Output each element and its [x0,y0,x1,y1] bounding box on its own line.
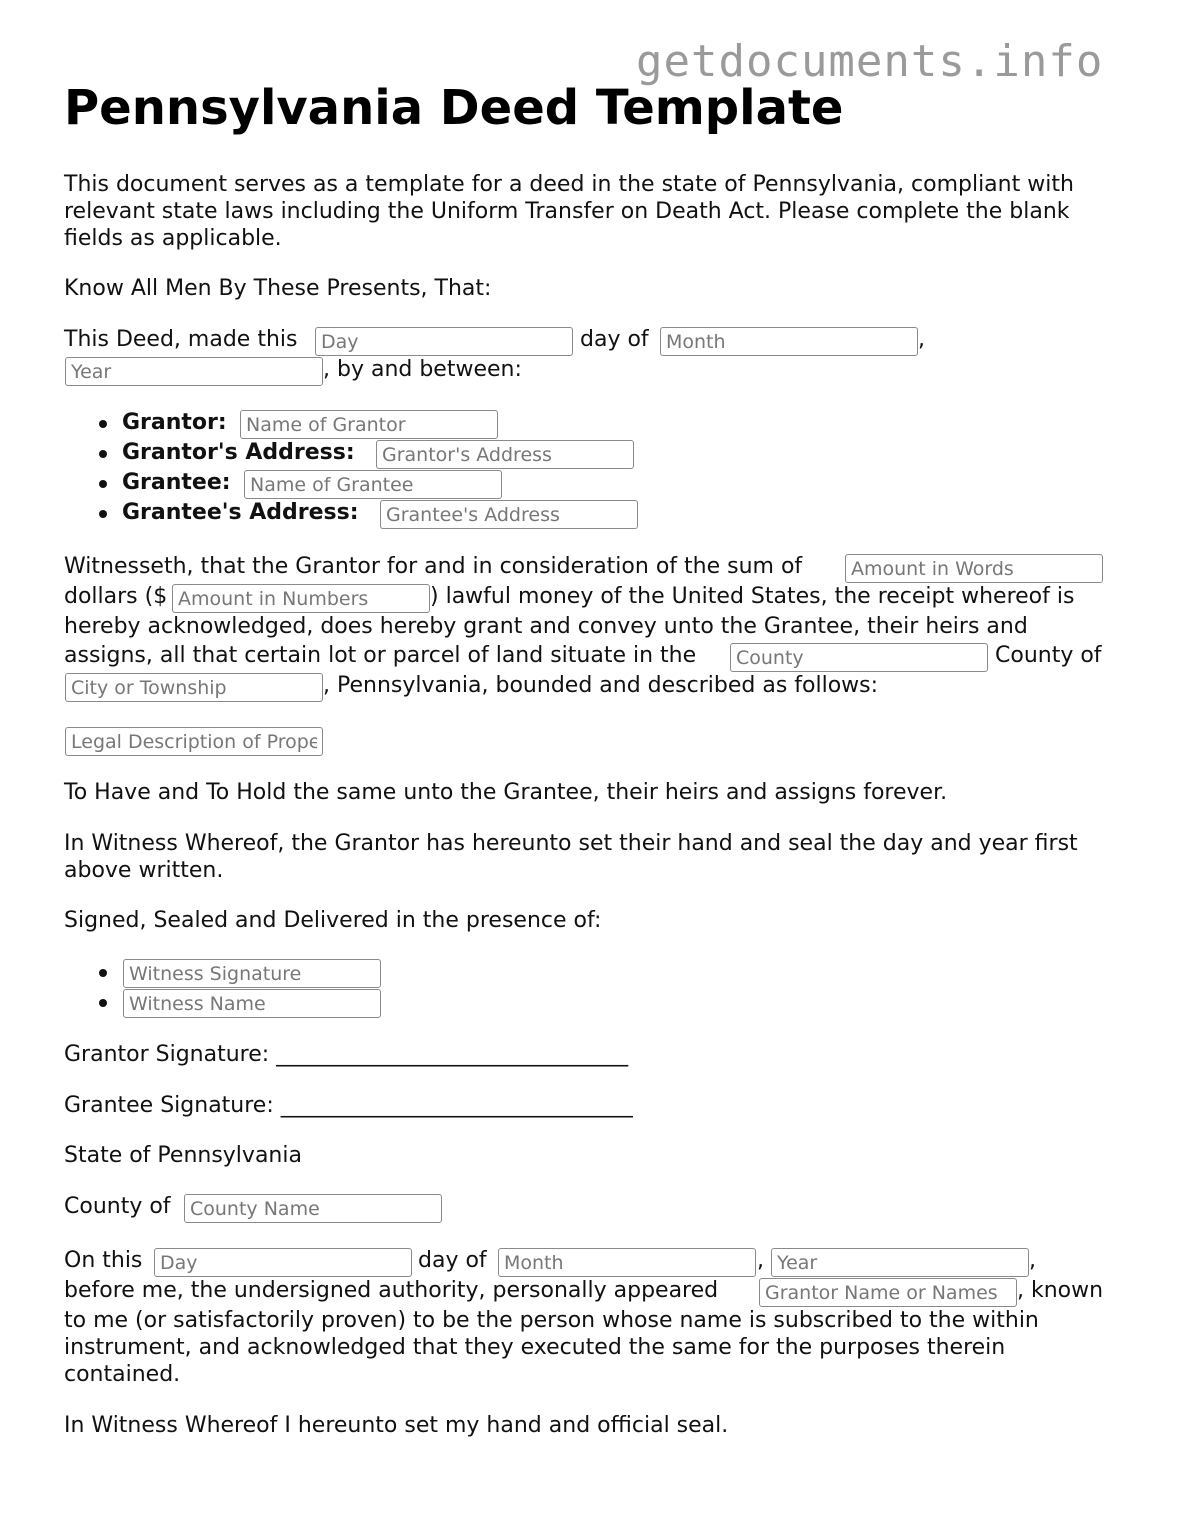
deed-year-input[interactable] [65,357,323,386]
comma-text: , [1029,1248,1036,1273]
notary-month-input[interactable] [498,1248,756,1277]
deed-month-input[interactable] [660,327,918,356]
bullet [99,510,107,518]
comma-text: , [918,327,925,352]
grantee-address-input[interactable] [380,500,638,529]
notary-day-input[interactable] [154,1248,412,1277]
deed-made-text: This Deed, made this [64,327,298,352]
notary-day-of-text: day of [418,1248,487,1273]
bullet [99,420,107,428]
known-text: , known [1017,1278,1104,1303]
county-input[interactable] [730,643,988,672]
by-and-between-text: , by and between: [323,357,522,382]
notary-rest-text: to me (or satisfactorily proven) to be the person whose name is subscribed to the within instrument, and acknowledged that they executed the same for the purposes therein contained. [64,1308,1039,1387]
county-of-label: County of [64,1194,171,1219]
witnesseth-line-5: , Pennsylvania, bounded and described as follows: [323,673,879,698]
to-have-text: To Have and To Hold the same unto the Grantee, their heirs and assigns forever. [64,780,948,805]
on-this-text: On this [64,1248,143,1273]
dollars-text: dollars ($ [64,584,168,609]
grantee-address-label: Grantee's Address: [122,500,359,525]
notary-line-2: before me, the undersigned authority, personally appeared [64,1278,719,1303]
grantor-label: Grantor: [122,410,227,435]
bullet [99,969,107,977]
grantor-name-input[interactable] [240,410,498,439]
grantor-signature-line: Grantor Signature: ________________________________ [64,1042,629,1067]
notary-year-input[interactable] [771,1248,1029,1277]
state-text: State of Pennsylvania [64,1143,302,1168]
grantee-label: Grantee: [122,470,231,495]
grantee-name-input[interactable] [244,470,502,499]
grantor-address-input[interactable] [376,440,634,469]
witnesseth-line-4: assigns, all that certain lot or parcel of land situate in the [64,643,697,668]
bullet [99,450,107,458]
witnesseth-line-1: Witnesseth, that the Grantor for and in consideration of the sum of [64,554,803,579]
witness-signature-input[interactable] [123,959,381,988]
official-seal-text: In Witness Whereof I hereunto set my hand and official seal. [64,1413,729,1438]
signed-sealed-text: Signed, Sealed and Delivered in the presence of: [64,908,602,933]
day-of-text: day of [580,327,649,352]
page-title: Pennsylvania Deed Template [64,80,844,136]
comma-text: , [757,1248,764,1273]
legal-description-input[interactable] [65,727,323,756]
watermark: getdocuments.info [636,36,1104,87]
amount-words-input[interactable] [845,554,1103,583]
county-of-text: County of [995,643,1102,668]
witness-name-input[interactable] [123,989,381,1018]
grantor-names-input[interactable] [759,1278,1017,1307]
witnesseth-line-3: hereby acknowledged, does hereby grant and convey unto the Grantee, their heirs and [64,614,1028,639]
amount-numbers-input[interactable] [172,584,430,613]
witnesseth-line-2: ) lawful money of the United States, the receipt whereof is [430,584,1075,609]
grantor-address-label: Grantor's Address: [122,440,355,465]
county-name-input[interactable] [184,1194,442,1223]
know-all-text: Know All Men By These Presents, That: [64,276,492,301]
city-township-input[interactable] [65,673,323,702]
in-witness-text: In Witness Whereof, the Grantor has hereunto set their hand and seal the day and year first above written. [64,831,1078,883]
deed-day-input[interactable] [315,327,573,356]
intro-paragraph: This document serves as a template for a deed in the state of Pennsylvania, compliant with relevant state laws including the Uniform Transfer on Death Act. Please complete the blank fields as applicable. [64,172,1074,251]
grantee-signature-line: Grantee Signature: ________________________________ [64,1093,633,1118]
bullet [99,999,107,1007]
bullet [99,480,107,488]
